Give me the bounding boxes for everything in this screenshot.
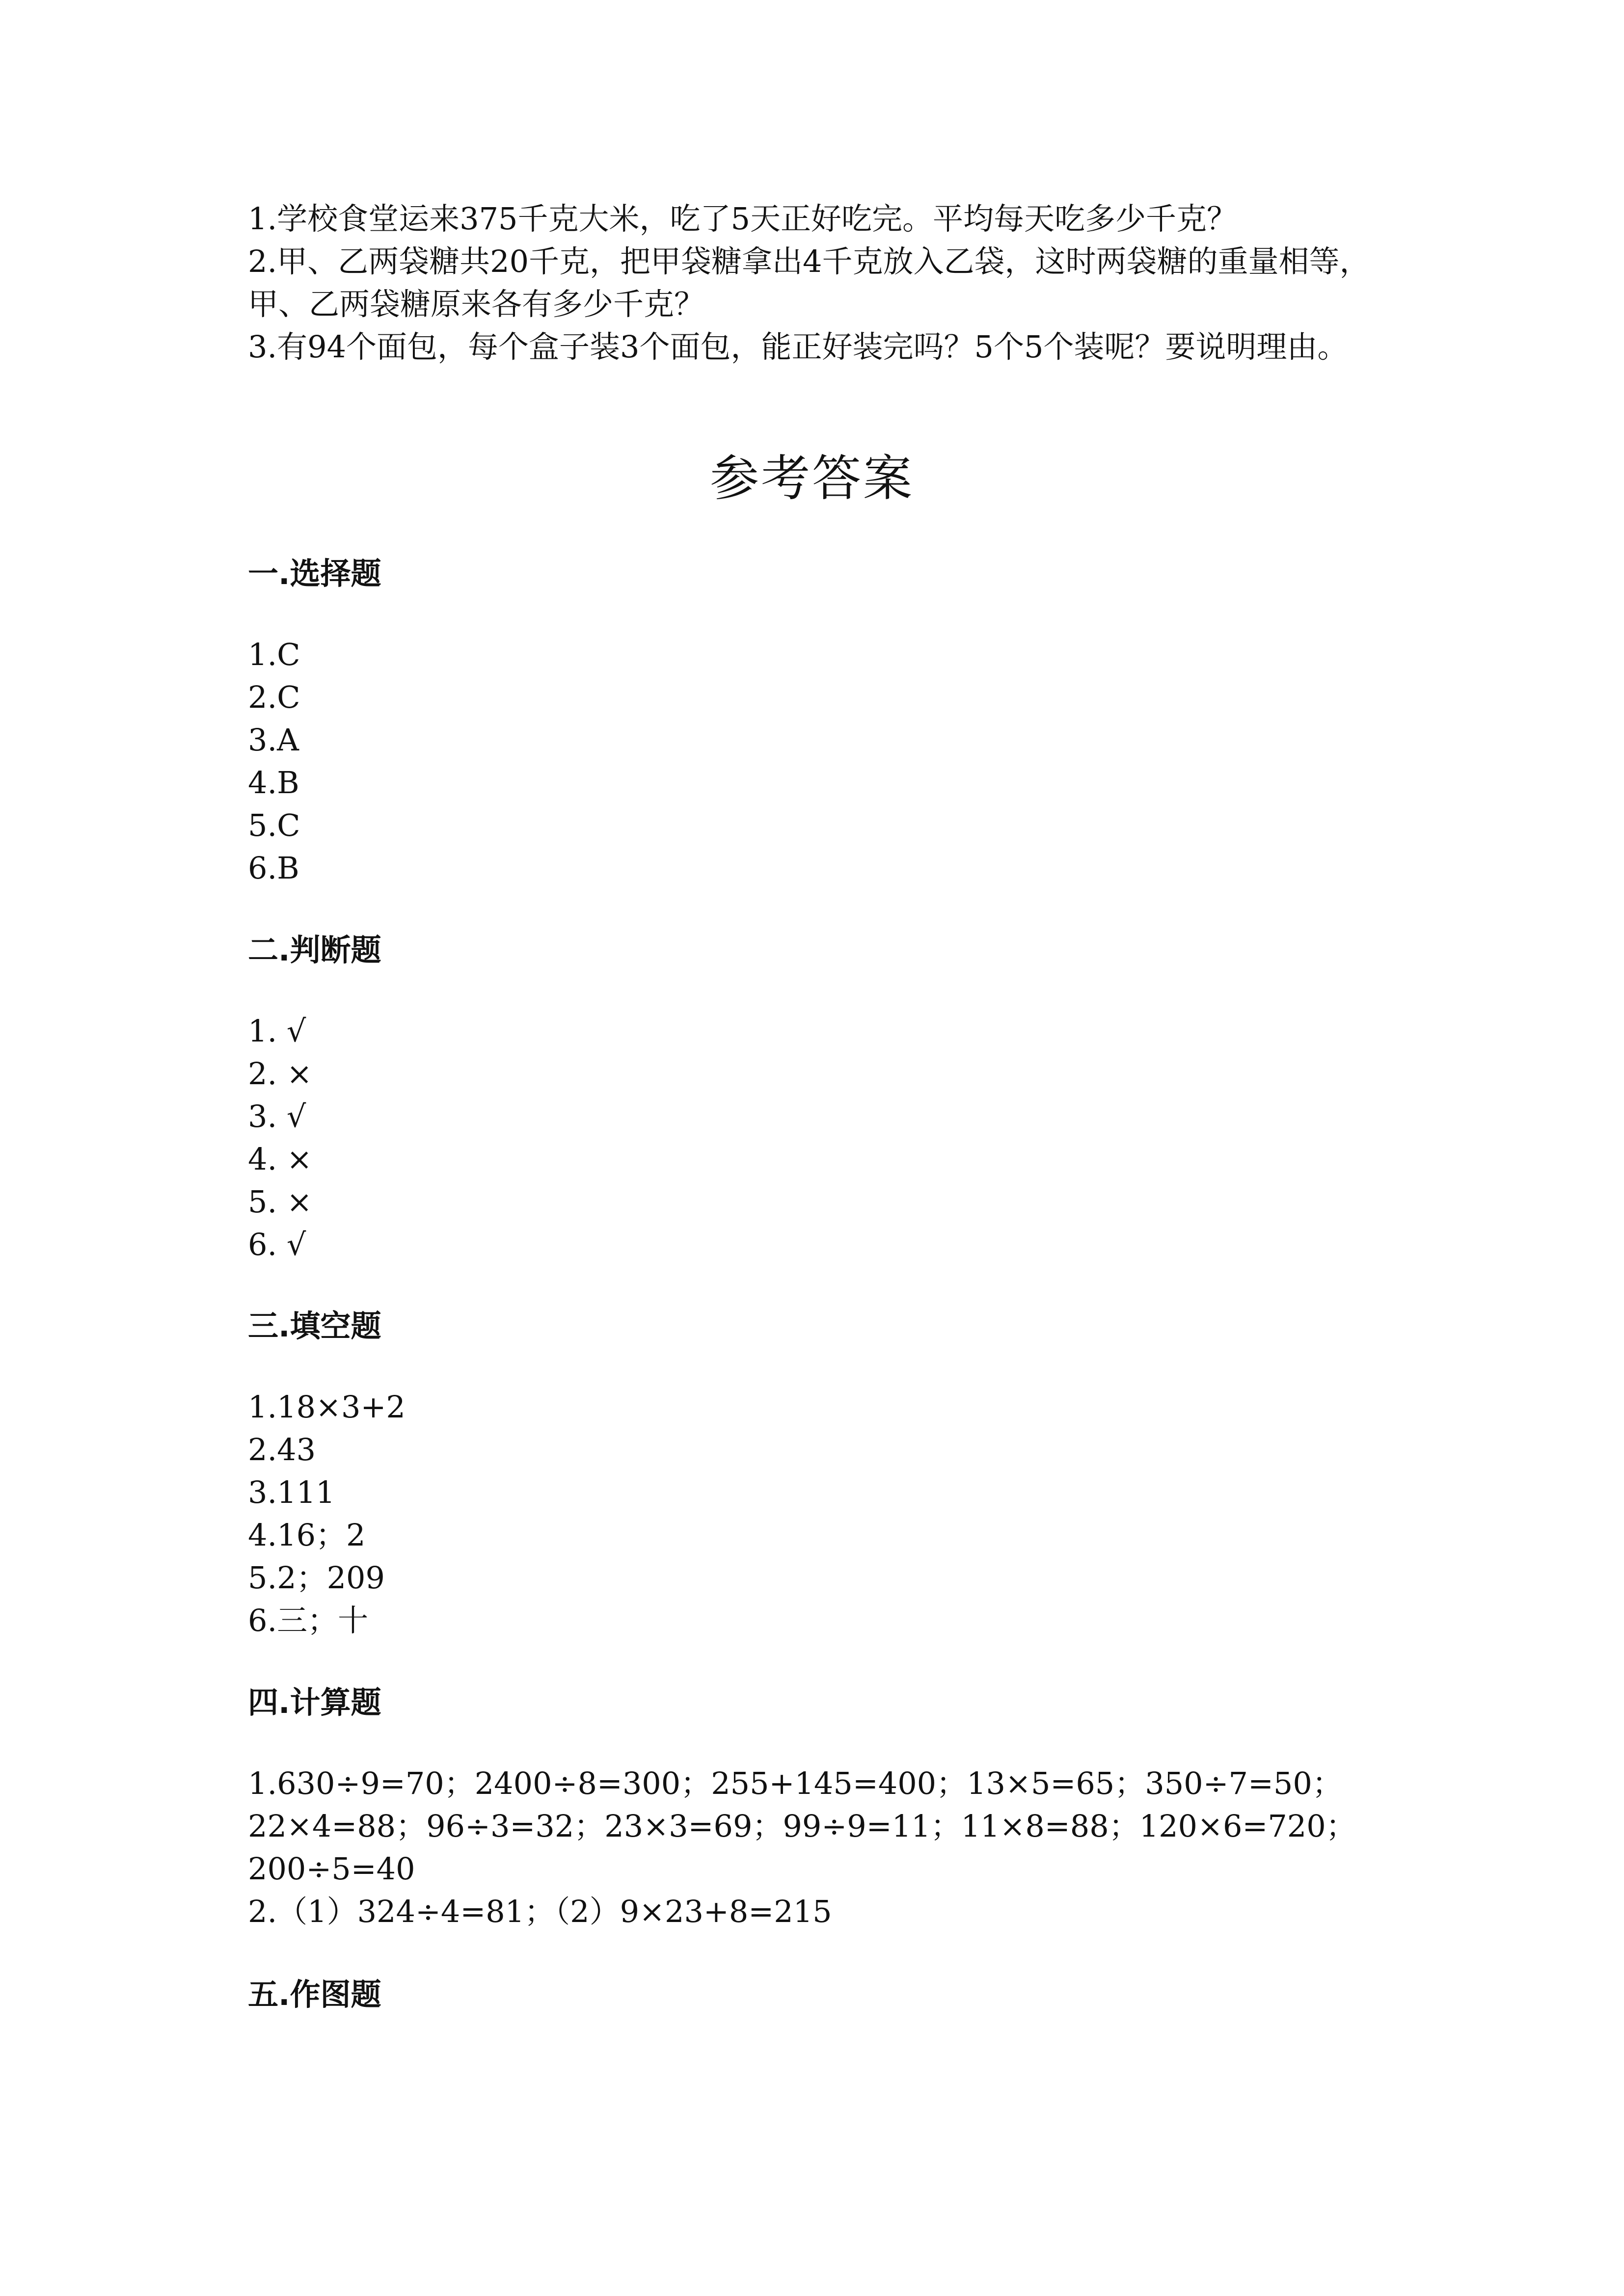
answer-list: [248, 1386, 1426, 1642]
answer-item: 5.2；209: [248, 1560, 385, 1596]
problem-item: 2.甲、乙两袋糖共20千克，把甲袋糖拿出4千克放入乙袋，这时两袋糖的重量相等，甲、乙两袋糖原来各有多少千克？: [248, 243, 1370, 322]
answer-list: [248, 1762, 1426, 1933]
section-heading: 二.判断题: [248, 932, 381, 968]
section-multiple-choice: [248, 552, 1426, 889]
answer-item: 6.三；十: [248, 1602, 369, 1638]
answer-item: 4.B: [248, 765, 299, 801]
answer-item: 3.111: [248, 1474, 335, 1510]
section-heading: 一.选择题: [248, 556, 381, 591]
answer-item: 1.18×3+2: [248, 1389, 406, 1425]
answer-item: 6. √: [248, 1227, 306, 1262]
answer-item: 1.C: [248, 637, 300, 672]
problem-list: [248, 197, 1392, 368]
problem-item: 3.有94个面包，每个盒子装3个面包，能正好装完吗？5个5个装呢？要说明理由。: [248, 329, 1348, 365]
section-heading: 五.作图题: [248, 1976, 381, 2012]
section-heading: 三.填空题: [248, 1308, 381, 1344]
section-true-false: [248, 929, 1426, 1266]
answer-item: 2. ×: [248, 1056, 312, 1092]
problem-item: 1.学校食堂运来375千克大米，吃了5天正好吃完。平均每天吃多少千克？: [248, 201, 1237, 237]
answer-item: 3. √: [248, 1098, 306, 1134]
answer-item: 5.C: [248, 807, 300, 843]
answer-list: [248, 633, 1426, 889]
answer-item: 5. ×: [248, 1184, 312, 1220]
answer-list: [248, 1010, 1426, 1266]
answer-item: 2.（1）324÷4=81；（2）9×23+8=215: [248, 1894, 832, 1929]
answer-item: 1. √: [248, 1013, 306, 1049]
answer-title: 参考答案: [710, 450, 914, 507]
section-fill-in-blank: [248, 1305, 1426, 1642]
answer-item: 4.16；2: [248, 1517, 366, 1553]
answer-item: 3.A: [248, 722, 299, 758]
section-heading: 四.计算题: [248, 1684, 381, 1720]
answer-item: 1.630÷9=70；2400÷8=300；255+145=400；13×5=65；350÷7=50；22×4=88；96÷3=32；23×3=69；99÷9=11；11×8=88；120×6=720；200÷5=40: [248, 1765, 1356, 1887]
answer-item: 2.43: [248, 1432, 316, 1468]
answer-item: 4. ×: [248, 1141, 312, 1177]
section-drawing: [248, 1973, 1426, 2016]
answer-item: 6.B: [248, 850, 299, 886]
answer-item: 2.C: [248, 679, 300, 715]
section-calculation: [248, 1681, 1426, 1933]
